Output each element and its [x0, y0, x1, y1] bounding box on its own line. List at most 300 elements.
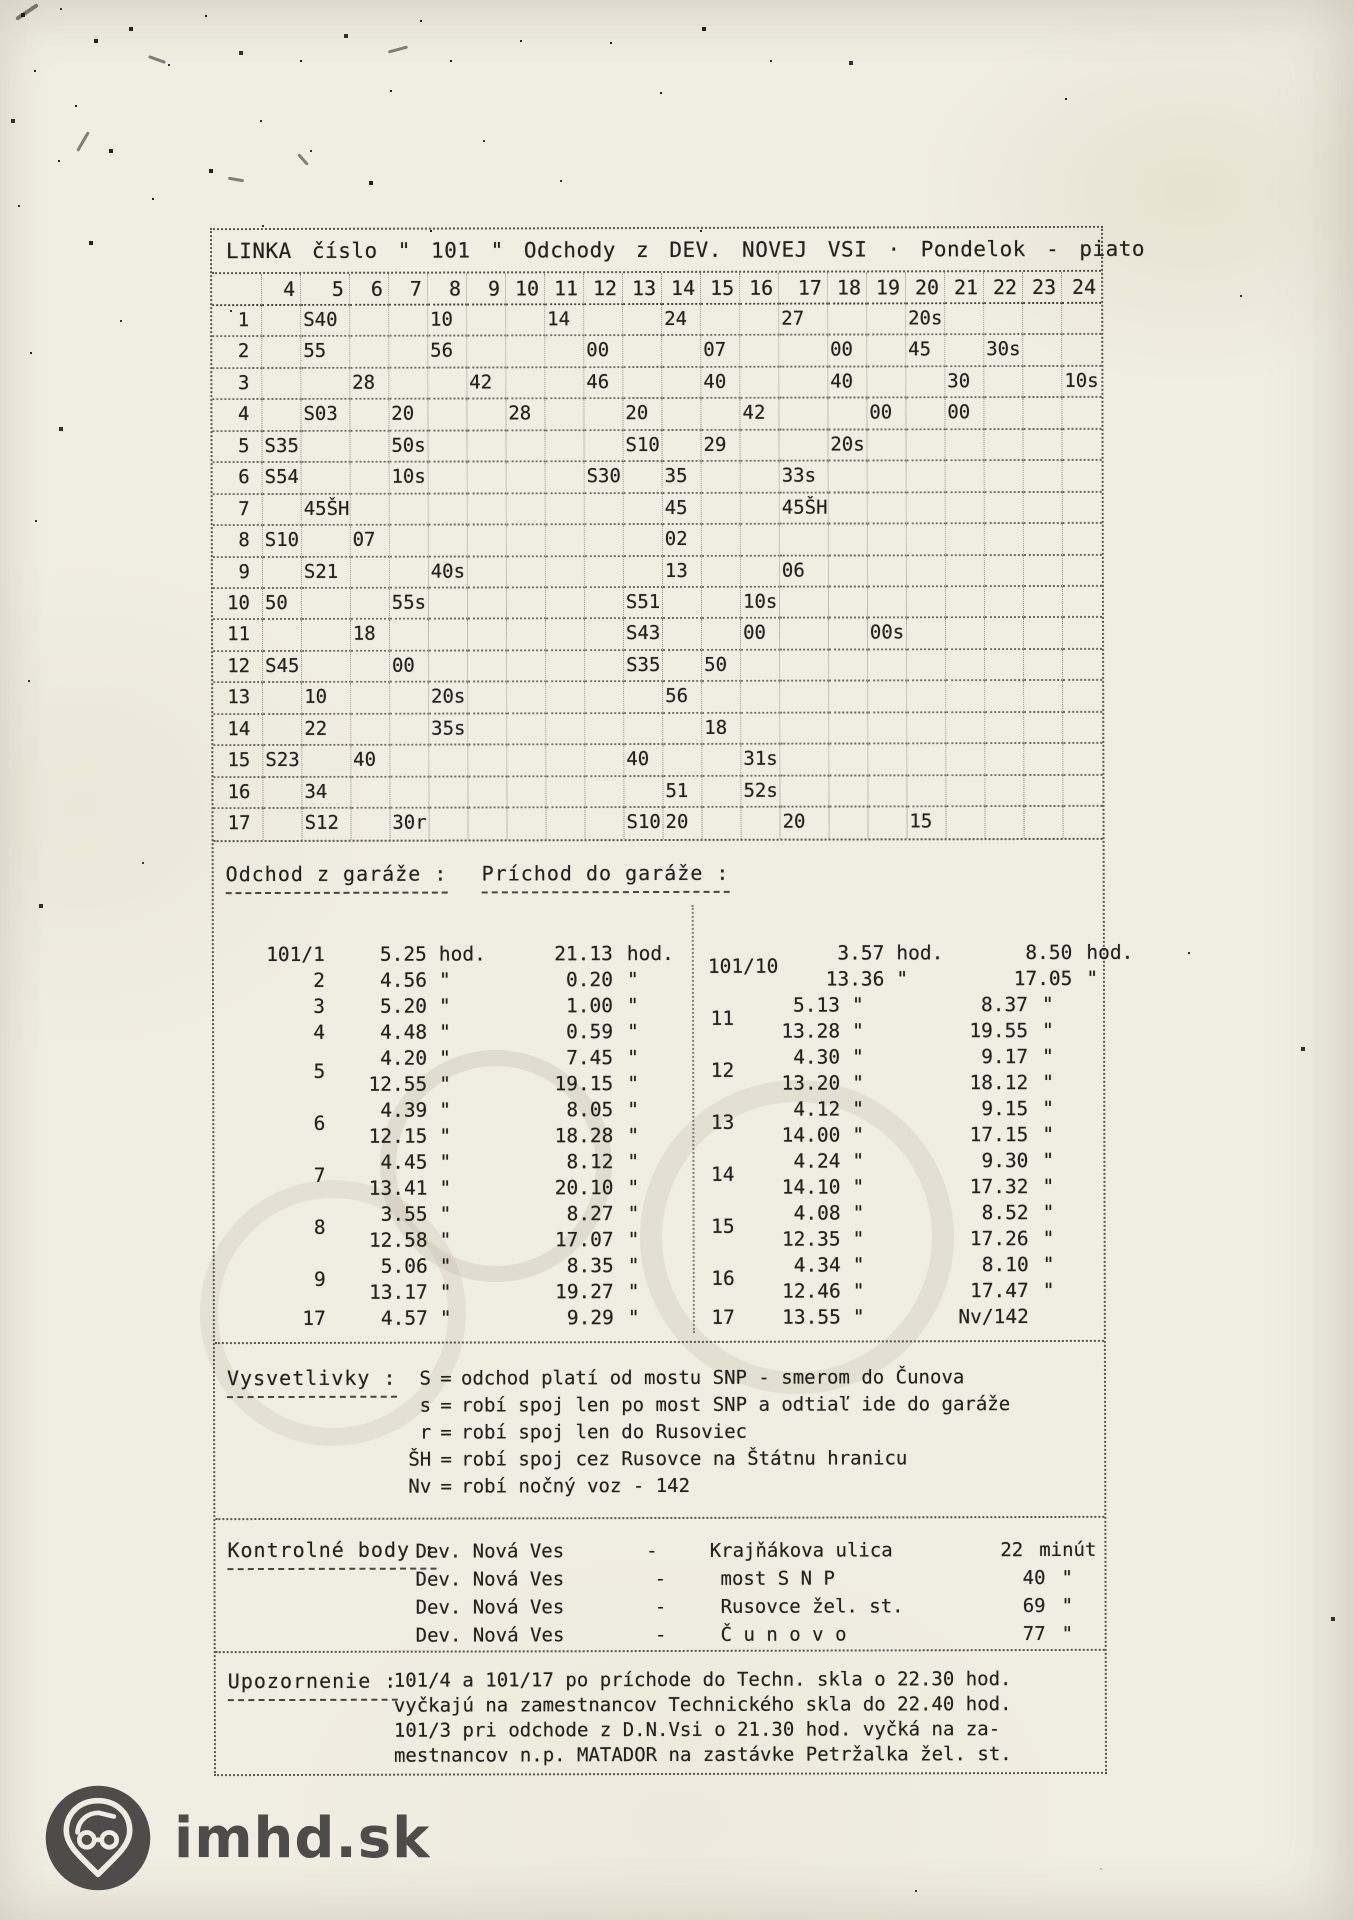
timetable-cell	[546, 714, 585, 746]
timetable-cell	[546, 808, 585, 840]
timetable-cell	[468, 651, 507, 683]
garage-run	[221, 1201, 683, 1254]
timetable-cell	[780, 745, 829, 777]
timetable-cell	[946, 713, 985, 745]
garage-run	[709, 1200, 1098, 1253]
garage-arrival-unit: "	[1042, 1201, 1055, 1225]
timetable-cell	[946, 744, 985, 776]
timetable-cell	[467, 305, 506, 337]
garage-line	[326, 1253, 683, 1280]
timetable-cell	[868, 556, 907, 588]
garage-arrival-unit: "	[627, 1046, 639, 1070]
timetable-cell	[779, 336, 828, 368]
timetable-hour-label: 7	[389, 274, 428, 306]
timetable-cell	[351, 652, 390, 684]
timetable-cell	[985, 524, 1024, 556]
garage-line	[325, 1149, 682, 1176]
timetable-cell	[623, 305, 662, 337]
timetable-cell: 33s	[780, 462, 829, 494]
timetable-cell: 42	[467, 368, 506, 400]
timetable-corner-cell	[212, 274, 262, 306]
garage-departure-time: 13.28	[781, 1019, 841, 1044]
garage-arrival-unit: "	[1042, 1019, 1054, 1043]
timetable-cell	[780, 713, 829, 745]
garage-departure-time: 12.55	[368, 1073, 428, 1097]
timetable-cell	[702, 682, 741, 714]
timetable-cell	[828, 399, 867, 431]
timetable-cell	[302, 432, 351, 464]
timetable-hour-label: 9	[467, 273, 506, 305]
timetable-cell: 40	[828, 367, 867, 399]
notice-section	[216, 1651, 1105, 1774]
timetable-cell	[829, 807, 868, 839]
garage-arrival-time: 8.35	[566, 1254, 614, 1278]
legend-key: Nv	[408, 1476, 432, 1499]
timetable-cell	[1063, 461, 1102, 493]
control-point-from: Dev. Nová Ves	[415, 1624, 565, 1648]
control-point-dash: -	[654, 1568, 667, 1591]
timetable-cell	[741, 713, 780, 745]
timetable-cell	[429, 494, 468, 526]
garage-line	[735, 1252, 1098, 1279]
garage-line	[325, 1175, 682, 1202]
garage-run-lines	[325, 967, 682, 994]
garage-line	[325, 993, 682, 1020]
legend-text: robí spoj len po most SNP a odtiaľ ide do garáže	[461, 1393, 1011, 1417]
garage-arrival-time: 1.00	[566, 994, 614, 1018]
timetable-cell	[546, 745, 585, 777]
timetable-cell: 28	[350, 369, 389, 401]
timetable-cell	[741, 556, 780, 588]
garage-departure-unit: hod.	[896, 941, 944, 965]
control-point-from: Dev. Nová Ves	[415, 1568, 565, 1592]
timetable-cell	[546, 557, 585, 589]
timetable-cell	[390, 746, 429, 778]
garage-departure-unit: hod.	[438, 942, 486, 967]
control-point-row	[415, 1536, 1096, 1566]
garage-run	[220, 1045, 682, 1098]
control-points-label: Kontrolné body :	[227, 1538, 436, 1571]
timetable-cell: 27	[779, 305, 828, 337]
timetable-cell	[662, 431, 701, 463]
timetable-cell	[662, 336, 701, 368]
garage-run-number: 2	[313, 969, 325, 993]
timetable-cell	[584, 399, 623, 431]
timetable-cell	[1063, 650, 1102, 682]
garage-arrival-time: 0.20	[565, 968, 613, 992]
timetable-cell	[779, 367, 828, 399]
garage-arrival-unit: "	[1042, 1071, 1054, 1095]
garage-departure-unit: "	[439, 1046, 451, 1071]
garage-departure-time: 14.10	[781, 1175, 841, 1200]
garage-departure-unit: "	[438, 994, 451, 1019]
garage-line	[325, 967, 682, 994]
garage-arrival-unit: hod.	[626, 942, 674, 966]
timetable-hour-label: 4	[262, 274, 301, 306]
legend-items	[393, 1365, 1010, 1502]
garage-run-lines	[734, 1096, 1097, 1149]
garage-arrival-unit: "	[1042, 1253, 1055, 1277]
garage-departure-time: 4.34	[793, 1253, 841, 1278]
timetable-cell: 10	[302, 683, 351, 715]
timetable-cell	[663, 588, 702, 620]
timetable-cell	[1063, 713, 1102, 745]
timetable-cell: 00	[741, 619, 780, 651]
timetable-cell: 50	[263, 589, 302, 621]
garage-line	[734, 1174, 1097, 1201]
garage-departure-unit: "	[852, 1253, 865, 1277]
garage-arrival-unit: "	[627, 1176, 640, 1200]
garage-departure-unit: "	[852, 1123, 865, 1147]
control-point-row	[416, 1620, 1097, 1650]
timetable-cell	[584, 431, 623, 463]
timetable-cell	[868, 682, 907, 714]
timetable-cell: S43	[624, 619, 663, 651]
garage-arrival-time: 9.15	[981, 1097, 1029, 1121]
timetable-cell	[262, 369, 301, 401]
timetable-row-number: 6	[213, 463, 263, 495]
timetable-cell: 15	[907, 807, 946, 839]
timetable-cell: 28	[506, 400, 545, 432]
timetable-cell	[623, 336, 662, 368]
garage-line	[734, 1018, 1097, 1045]
timetable-cell: S12	[303, 809, 352, 841]
timetable-cell	[624, 525, 663, 557]
timetable-cell	[662, 368, 701, 400]
garage-run-number: 13	[710, 1111, 735, 1135]
timetable-cell	[829, 556, 868, 588]
timetable-cell	[624, 777, 663, 809]
timetable-cell: 10	[428, 305, 467, 337]
timetable-cell: 45	[906, 336, 945, 368]
garage-departure-unit: "	[852, 1019, 864, 1043]
garage-departure-unit: "	[439, 1254, 452, 1279]
timetable-cell	[585, 619, 624, 651]
timetable-cell	[302, 620, 351, 652]
timetable-cell	[828, 304, 867, 336]
timetable-cell	[1024, 555, 1063, 587]
timetable-cell	[350, 400, 389, 432]
garage-departure-unit: "	[439, 1098, 452, 1123]
garage-line	[325, 1019, 682, 1046]
control-point-unit: "	[1061, 1567, 1073, 1590]
timetable-hour-label: 5	[301, 274, 350, 306]
garage-line	[735, 1278, 1098, 1305]
garage-arrival-unit: "	[627, 1280, 640, 1304]
garage-departure-unit: "	[852, 1149, 865, 1173]
timetable-cell: 00	[584, 337, 623, 369]
timetable-cell	[1023, 398, 1062, 430]
garage-line	[735, 1304, 1098, 1331]
timetable-cell	[507, 745, 546, 777]
title-text: LINKA číslo " 101 " Odchody z DEV. NOVEJ VSI · Pondelok - piato	[226, 236, 1146, 264]
timetable-cell: 56	[428, 337, 467, 369]
notice-line: vyčkajú na zamestnancov Technického skla do 22.40 hod.	[393, 1693, 1012, 1718]
timetable-cell	[907, 493, 946, 525]
garage-departure-unit: "	[852, 1227, 865, 1251]
timetable-cell	[740, 336, 779, 368]
control-point-minutes: 40	[1022, 1567, 1046, 1590]
timetable-cell: 00	[867, 399, 906, 431]
garage-run-lines	[734, 1148, 1097, 1201]
timetable-cell	[663, 651, 702, 683]
timetable-cell	[390, 557, 429, 589]
timetable-hour-label: 15	[701, 273, 740, 305]
timetable-hour-label: 20	[906, 272, 945, 304]
legend-text: robí spoj cez Rusovce na Štátnu hranicu	[461, 1447, 908, 1471]
timetable-cell: S40	[301, 306, 350, 338]
garage-run-lines	[325, 1019, 682, 1046]
timetable-cell	[1063, 524, 1102, 556]
garage-run-lines	[734, 992, 1097, 1045]
garage-run-lines	[325, 1045, 682, 1098]
garage-run	[709, 1304, 1098, 1331]
timetable-cell	[263, 777, 302, 809]
timetable-cell	[946, 524, 985, 556]
scan-smudge	[388, 45, 408, 53]
timetable-cell	[1024, 744, 1063, 776]
garage-run-number: 101/1	[266, 943, 325, 967]
garage-departure-time: 4.30	[793, 1045, 841, 1070]
timetable-cell	[350, 431, 389, 463]
garage-run-number: 16	[711, 1267, 735, 1291]
timetable-cell: 24	[662, 305, 701, 337]
timetable-cell	[702, 808, 741, 840]
timetable-cell: 00	[390, 651, 429, 683]
legend-section	[215, 1342, 1104, 1520]
timetable-row-number: 15	[213, 746, 263, 778]
garage-left-table	[220, 941, 683, 1332]
timetable-hour-label: 16	[740, 273, 779, 305]
timetable-row-number: 13	[213, 683, 263, 715]
garage-run-number: 12	[710, 1059, 735, 1083]
control-point-unit: "	[1061, 1623, 1074, 1646]
garage-line	[734, 1096, 1097, 1123]
garage-run-number: 17	[302, 1307, 326, 1331]
timetable-cell	[507, 557, 546, 589]
garage-run-number: 8	[313, 1216, 326, 1240]
timetable-hour-label: 18	[828, 272, 867, 304]
legend-label: Vysvetlivky :	[227, 1366, 397, 1398]
control-point-minutes: 69	[1022, 1595, 1046, 1618]
timetable-cell	[780, 650, 829, 682]
control-point-to: most S N P	[720, 1567, 835, 1591]
timetable-cell	[389, 494, 428, 526]
timetable-cell	[663, 619, 702, 651]
timetable-cell	[429, 651, 468, 683]
garage-arrival-unit: "	[1041, 993, 1054, 1017]
timetable-cell	[351, 809, 390, 841]
garage-arrival-unit: "	[627, 1072, 639, 1096]
timetable-cell: S35	[263, 432, 302, 464]
timetable-cell	[507, 808, 546, 840]
timetable-cell: 40	[351, 746, 390, 778]
timetable-cell	[467, 463, 506, 495]
timetable-cell	[585, 777, 624, 809]
timetable-cell	[1063, 775, 1102, 807]
garage-run-lines	[325, 993, 682, 1020]
timetable-cell	[780, 525, 829, 557]
timetable-cell	[390, 683, 429, 715]
garage-line	[734, 1148, 1097, 1175]
timetable-cell	[585, 557, 624, 589]
timetable-cell	[946, 556, 985, 588]
garage-departure-time: 5.13	[793, 993, 841, 1018]
scan-smudge	[297, 153, 309, 165]
timetable-cell	[545, 368, 584, 400]
garage-departure-unit: "	[852, 1071, 864, 1095]
garage-run-number: 6	[313, 1112, 326, 1136]
timetable-cell	[702, 525, 741, 557]
garage-arrival-time: 8.50	[1025, 941, 1073, 965]
garage-arrival-time: 20.10	[554, 1176, 614, 1200]
timetable-cell: 07	[351, 526, 390, 558]
timetable-hour-label: 11	[545, 273, 584, 305]
timetable-cell: 34	[302, 777, 351, 809]
timetable-cell	[506, 368, 545, 400]
timetable-cell: 46	[584, 368, 623, 400]
timetable-cell: S10	[623, 431, 662, 463]
garage-run-number: 7	[313, 1164, 326, 1188]
garage-departure-time: 13.41	[368, 1177, 428, 1201]
control-point-row	[415, 1564, 1096, 1594]
timetable-cell: 02	[663, 525, 702, 557]
garage-departure-time: 4.56	[379, 969, 427, 993]
timetable-grid	[212, 272, 1102, 841]
garage-arrival-unit: "	[1042, 1045, 1054, 1069]
timetable-cell: 18	[702, 713, 741, 745]
timetable-cell	[907, 556, 946, 588]
legend-item	[393, 1365, 1010, 1394]
timetable-cell	[428, 431, 467, 463]
timetable-cell	[945, 336, 984, 368]
timetable-cell	[907, 744, 946, 776]
garage-run-number: 9	[313, 1268, 326, 1292]
garage-departure-time: 13.55	[782, 1305, 841, 1330]
legend-item	[393, 1419, 1010, 1448]
timetable-cell	[1062, 398, 1101, 430]
timetable-cell	[350, 306, 389, 338]
timetable-cell	[985, 493, 1024, 525]
control-point-to: Rusovce žel. st.	[720, 1595, 904, 1619]
garage-run-lines	[778, 940, 1141, 993]
timetable-cell	[1023, 304, 1062, 336]
garage-arrival-time: Nv/142	[958, 1305, 1029, 1329]
timetable-cell	[507, 525, 546, 557]
timetable-cell: S10	[263, 526, 302, 558]
timetable-cell	[545, 337, 584, 369]
timetable-cell	[946, 587, 985, 619]
garage-arrival-time: 8.52	[981, 1201, 1029, 1225]
timetable-cell	[907, 650, 946, 682]
timetable-hour-label: 22	[984, 272, 1023, 304]
timetable-cell: 40	[701, 368, 740, 400]
timetable-cell	[468, 683, 507, 715]
garage-arrival-time: 17.47	[970, 1279, 1029, 1303]
timetable-cell	[780, 587, 829, 619]
timetable-cell	[867, 336, 906, 368]
timetable-hour-label: 8	[428, 273, 467, 305]
timetable-cell	[946, 619, 985, 651]
garage-departure-heading: Odchod z garáže :	[226, 862, 448, 895]
garage-run	[708, 1044, 1097, 1097]
timetable-cell	[702, 588, 741, 620]
timetable-cell	[506, 462, 545, 494]
scan-smudge	[228, 177, 244, 183]
timetable-cell: 56	[663, 682, 702, 714]
timetable-cell	[263, 620, 302, 652]
garage-departure-unit: "	[439, 1306, 452, 1331]
timetable-cell	[945, 461, 984, 493]
legend-key: S	[419, 1368, 432, 1391]
garage-line	[326, 1201, 683, 1228]
timetable-cell	[390, 526, 429, 558]
timetable-cell	[546, 620, 585, 652]
timetable-cell	[1024, 461, 1063, 493]
garage-departure-time: 12.46	[782, 1279, 841, 1304]
garage-run-lines	[326, 1305, 683, 1332]
timetable-cell	[468, 746, 507, 778]
timetable-cell	[663, 745, 702, 777]
timetable-cell	[262, 306, 301, 338]
timetable-cell: 13	[663, 556, 702, 588]
timetable-cell: 20s	[429, 683, 468, 715]
timetable-row-number: 8	[213, 526, 263, 558]
legend-text: robí nočný voz - 142	[461, 1475, 691, 1498]
timetable-cell	[429, 526, 468, 558]
timetable-cell	[351, 683, 390, 715]
garage-departure-unit: "	[852, 1045, 864, 1069]
timetable-cell: 35s	[429, 714, 468, 746]
garage-line	[325, 941, 682, 968]
timetable-cell	[984, 430, 1023, 462]
timetable-cell	[829, 619, 868, 651]
timetable-cell	[302, 526, 351, 558]
garage-departure-time: 4.48	[380, 1021, 428, 1045]
timetable-cell: 30s	[984, 335, 1023, 367]
timetable-cell	[468, 557, 507, 589]
timetable-cell	[868, 713, 907, 745]
garage-line	[325, 1071, 682, 1098]
timetable-cell	[984, 304, 1023, 336]
garage-run-lines	[326, 1253, 683, 1306]
timetable-cell	[585, 651, 624, 683]
timetable-cell	[468, 777, 507, 809]
garage-arrival-unit: "	[627, 1020, 639, 1044]
timetable-cell	[585, 745, 624, 777]
timetable-cell	[868, 524, 907, 556]
timetable-cell	[868, 807, 907, 839]
timetable-cell: 00	[945, 398, 984, 430]
timetable-cell	[507, 494, 546, 526]
timetable-cell	[389, 306, 428, 338]
timetable-cell: 50	[702, 651, 741, 683]
timetable-cell	[780, 682, 829, 714]
timetable-cell	[985, 461, 1024, 493]
control-point-from: Dev. Nová Ves	[415, 1540, 565, 1564]
timetable-cell	[429, 620, 468, 652]
timetable-cell: S03	[301, 400, 350, 432]
timetable-cell	[741, 462, 780, 494]
scan-smudge	[76, 131, 90, 152]
timetable-cell	[350, 463, 389, 495]
timetable-cell	[906, 461, 945, 493]
timetable-cell	[946, 681, 985, 713]
control-point-dash: -	[654, 1596, 667, 1619]
garage-line	[326, 1305, 683, 1332]
timetable-cell: 06	[780, 556, 829, 588]
garage-column-divider	[692, 905, 695, 1333]
